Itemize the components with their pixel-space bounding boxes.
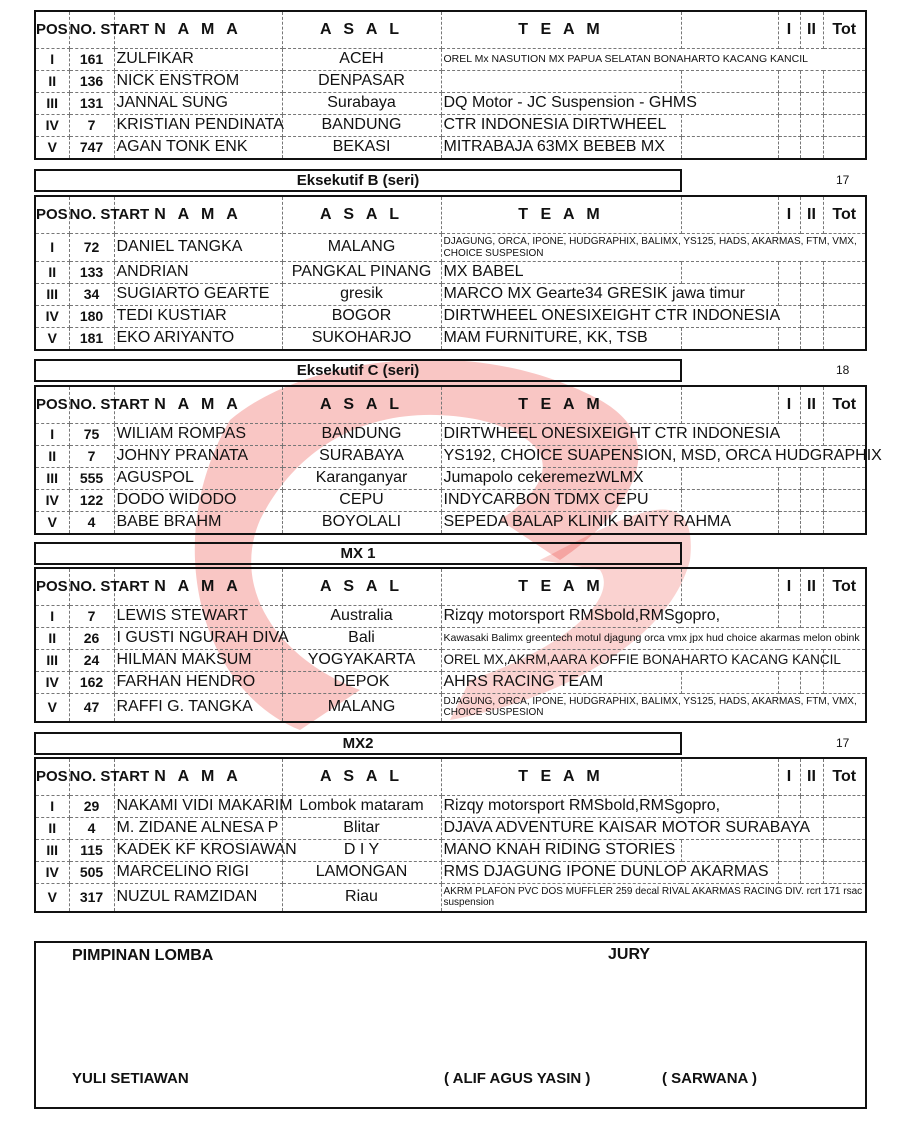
cell-team: Jumapolo cekeremezWLMX bbox=[441, 468, 681, 490]
cell-asal: SUKOHARJO bbox=[282, 328, 441, 351]
table-row bbox=[35, 512, 866, 535]
cell-total bbox=[823, 328, 866, 351]
cell-no: 34 bbox=[69, 284, 114, 306]
cell-score-2 bbox=[800, 115, 823, 137]
cell-team: DQ Motor - JC Suspension - GHMS bbox=[441, 93, 778, 115]
header-nama: N A M A bbox=[114, 568, 282, 606]
cell-no: 75 bbox=[69, 424, 114, 446]
cell-total bbox=[823, 818, 866, 840]
cell-pos: V bbox=[35, 884, 69, 912]
header-team: T E A M bbox=[441, 196, 681, 234]
cell-team: DJAGUNG, ORCA, IPONE, HUDGRAPHIX, BALIMX, YS125, HADS, AKARMAS, FTM, VMX, CHOICE SUSPESION bbox=[441, 694, 866, 722]
cell-team: MARCO MX Gearte34 GRESIK jawa timur bbox=[441, 284, 778, 306]
cell-asal: Surabaya bbox=[282, 93, 441, 115]
cell-nama: MARCELINO RIGI bbox=[114, 862, 282, 884]
cell-team: MX BABEL bbox=[441, 262, 681, 284]
cell-asal: BOGOR bbox=[282, 306, 441, 328]
header-no: NO. START bbox=[69, 568, 114, 606]
header-r2: II bbox=[800, 568, 823, 606]
cell-score-1 bbox=[778, 796, 800, 818]
cell-blank bbox=[681, 468, 778, 490]
header-row bbox=[35, 11, 866, 49]
header-r2: II bbox=[800, 196, 823, 234]
header-no: NO. START bbox=[69, 11, 114, 49]
table-row bbox=[35, 93, 866, 115]
cell-team: AKRM PLAFON PVC DOS MUFFLER 259 decal RIVAL AKARMAS RACING DIV. rcrt 171 rsac suspension bbox=[441, 884, 866, 912]
header-asal: A S A L bbox=[282, 568, 441, 606]
header-row bbox=[35, 568, 866, 606]
cell-blank bbox=[681, 137, 778, 160]
header-tot: Tot bbox=[823, 11, 866, 49]
cell-team: MITRABAJA 63MX BEBEB MX bbox=[441, 137, 681, 160]
cell-asal: Bali bbox=[282, 628, 441, 650]
cell-pos: II bbox=[35, 71, 69, 93]
table-row bbox=[35, 234, 866, 262]
cell-score-1 bbox=[778, 93, 800, 115]
cell-asal: PANGKAL PINANG bbox=[282, 262, 441, 284]
header-team: T E A M bbox=[441, 386, 681, 424]
header-tot: Tot bbox=[823, 568, 866, 606]
cell-pos: V bbox=[35, 328, 69, 351]
cell-no: 180 bbox=[69, 306, 114, 328]
cell-team: MANO KNAH RIDING STORIES bbox=[441, 840, 681, 862]
table-row bbox=[35, 796, 866, 818]
cell-no: 133 bbox=[69, 262, 114, 284]
header-pos: POS bbox=[35, 196, 69, 234]
cell-asal: MALANG bbox=[282, 234, 441, 262]
header-r1: I bbox=[778, 196, 800, 234]
header-nama: N A M A bbox=[114, 11, 282, 49]
cell-nama: I GUSTI NGURAH DIVA bbox=[114, 628, 282, 650]
cell-asal: SURABAYA bbox=[282, 446, 441, 468]
cell-no: 47 bbox=[69, 694, 114, 722]
cell-asal: DENPASAR bbox=[282, 71, 441, 93]
cell-score-2 bbox=[800, 796, 823, 818]
header-blank bbox=[681, 758, 778, 796]
cell-total bbox=[823, 424, 866, 446]
header-team: T E A M bbox=[441, 568, 681, 606]
cell-no: 181 bbox=[69, 328, 114, 351]
cell-score-2 bbox=[800, 512, 823, 535]
cell-total bbox=[823, 672, 866, 694]
cell-nama: TEDI KUSTIAR bbox=[114, 306, 282, 328]
cell-team: OREL MX,AKRM,AARA KOFFIE BONAHARTO KACANG KANCIL bbox=[441, 650, 823, 672]
results-table bbox=[34, 195, 867, 351]
cell-score-2 bbox=[800, 262, 823, 284]
cell-nama: RAFFI G. TANGKA bbox=[114, 694, 282, 722]
jury-name-1: ( ALIF AGUS YASIN ) bbox=[444, 1070, 591, 1087]
header-r2: II bbox=[800, 11, 823, 49]
header-blank bbox=[681, 11, 778, 49]
table-row bbox=[35, 694, 866, 722]
results-table bbox=[34, 567, 867, 723]
cell-nama: EKO ARIYANTO bbox=[114, 328, 282, 351]
cell-nama: SUGIARTO GEARTE bbox=[114, 284, 282, 306]
cell-score-1 bbox=[778, 262, 800, 284]
header-tot: Tot bbox=[823, 386, 866, 424]
header-r1: I bbox=[778, 758, 800, 796]
cell-blank bbox=[681, 490, 778, 512]
cell-asal: BEKASI bbox=[282, 137, 441, 160]
cell-nama: ZULFIKAR bbox=[114, 49, 282, 71]
table-row bbox=[35, 137, 866, 160]
cell-blank bbox=[681, 262, 778, 284]
cell-total bbox=[823, 284, 866, 306]
cell-no: 136 bbox=[69, 71, 114, 93]
cell-nama: WILIAM ROMPAS bbox=[114, 424, 282, 446]
cell-nama: HILMAN MAKSUM bbox=[114, 650, 282, 672]
table-row bbox=[35, 115, 866, 137]
cell-asal: MALANG bbox=[282, 694, 441, 722]
cell-pos: I bbox=[35, 796, 69, 818]
cell-nama: FARHAN HENDRO bbox=[114, 672, 282, 694]
cell-pos: IV bbox=[35, 672, 69, 694]
cell-asal: D I Y bbox=[282, 840, 441, 862]
cell-score-2 bbox=[800, 71, 823, 93]
cell-no: 4 bbox=[69, 512, 114, 535]
table-row bbox=[35, 284, 866, 306]
pimpinan-name: YULI SETIAWAN bbox=[72, 1070, 189, 1087]
table-row bbox=[35, 818, 866, 840]
cell-nama: KADEK KF KROSIAWAN bbox=[114, 840, 282, 862]
cell-asal: YOGYAKARTA bbox=[282, 650, 441, 672]
results-table bbox=[34, 10, 867, 160]
cell-pos: II bbox=[35, 262, 69, 284]
header-blank bbox=[681, 568, 778, 606]
table-row bbox=[35, 606, 866, 628]
cell-score-2 bbox=[800, 468, 823, 490]
cell-asal: Blitar bbox=[282, 818, 441, 840]
cell-nama: BABE BRAHM bbox=[114, 512, 282, 535]
cell-nama: M. ZIDANE ALNESA P bbox=[114, 818, 282, 840]
table-row bbox=[35, 328, 866, 351]
cell-no: 122 bbox=[69, 490, 114, 512]
header-no: NO. START bbox=[69, 196, 114, 234]
participant-count: 17 bbox=[836, 736, 850, 750]
cell-score-2 bbox=[800, 862, 823, 884]
jury-name-2: ( SARWANA ) bbox=[662, 1070, 757, 1087]
table-row bbox=[35, 490, 866, 512]
cell-score-2 bbox=[800, 284, 823, 306]
cell-pos: I bbox=[35, 606, 69, 628]
cell-pos: V bbox=[35, 694, 69, 722]
cell-team: Rizqy motorsport RMSbold,RMSgopro, bbox=[441, 606, 778, 628]
cell-score-2 bbox=[800, 306, 823, 328]
cell-no: 131 bbox=[69, 93, 114, 115]
cell-pos: II bbox=[35, 446, 69, 468]
cell-asal: Riau bbox=[282, 884, 441, 912]
cell-pos: II bbox=[35, 818, 69, 840]
cell-pos: V bbox=[35, 137, 69, 160]
header-pos: POS bbox=[35, 568, 69, 606]
table-row bbox=[35, 672, 866, 694]
cell-no: 555 bbox=[69, 468, 114, 490]
cell-score-1 bbox=[778, 468, 800, 490]
cell-total bbox=[823, 262, 866, 284]
cell-total bbox=[823, 306, 866, 328]
cell-score-1 bbox=[778, 606, 800, 628]
cell-nama: NICK ENSTROM bbox=[114, 71, 282, 93]
cell-nama: DANIEL TANGKA bbox=[114, 234, 282, 262]
cell-total bbox=[823, 490, 866, 512]
cell-score-2 bbox=[800, 93, 823, 115]
cell-team: YS192, CHOICE SUAPENSION, MSD, ORCA HUDGRAPHIX bbox=[441, 446, 866, 468]
cell-nama: JOHNY PRANATA bbox=[114, 446, 282, 468]
cell-no: 162 bbox=[69, 672, 114, 694]
cell-total bbox=[823, 606, 866, 628]
cell-score-2 bbox=[800, 328, 823, 351]
cell-asal: LAMONGAN bbox=[282, 862, 441, 884]
cell-blank bbox=[681, 672, 778, 694]
section-title: Eksekutif C (seri) bbox=[34, 359, 682, 382]
header-r2: II bbox=[800, 386, 823, 424]
cell-team: DJAGUNG, ORCA, IPONE, HUDGRAPHIX, BALIMX, YS125, HADS, AKARMAS, FTM, VMX, CHOICE SUSPESION bbox=[441, 234, 866, 262]
header-r2: II bbox=[800, 758, 823, 796]
cell-no: 115 bbox=[69, 840, 114, 862]
header-r1: I bbox=[778, 11, 800, 49]
cell-nama: NUZUL RAMZIDAN bbox=[114, 884, 282, 912]
header-pos: POS bbox=[35, 11, 69, 49]
cell-asal: Australia bbox=[282, 606, 441, 628]
header-asal: A S A L bbox=[282, 386, 441, 424]
cell-pos: III bbox=[35, 93, 69, 115]
header-asal: A S A L bbox=[282, 196, 441, 234]
cell-asal: ACEH bbox=[282, 49, 441, 71]
cell-score-2 bbox=[800, 424, 823, 446]
section-title: MX 1 bbox=[34, 542, 682, 565]
cell-score-1 bbox=[778, 328, 800, 351]
cell-asal: gresik bbox=[282, 284, 441, 306]
cell-asal: BANDUNG bbox=[282, 115, 441, 137]
header-nama: N A M A bbox=[114, 758, 282, 796]
cell-score-1 bbox=[778, 862, 800, 884]
cell-blank bbox=[681, 71, 778, 93]
header-asal: A S A L bbox=[282, 11, 441, 49]
cell-asal: Karanganyar bbox=[282, 468, 441, 490]
cell-pos: IV bbox=[35, 306, 69, 328]
cell-blank bbox=[681, 328, 778, 351]
table-row bbox=[35, 71, 866, 93]
header-nama: N A M A bbox=[114, 386, 282, 424]
header-team: T E A M bbox=[441, 758, 681, 796]
header-row bbox=[35, 758, 866, 796]
table-row bbox=[35, 650, 866, 672]
cell-score-2 bbox=[800, 840, 823, 862]
cell-total bbox=[823, 71, 866, 93]
pimpinan-label: PIMPINAN LOMBA bbox=[72, 947, 214, 964]
header-no: NO. START bbox=[69, 386, 114, 424]
cell-pos: III bbox=[35, 284, 69, 306]
cell-no: 161 bbox=[69, 49, 114, 71]
cell-team: SEPEDA BALAP KLINIK BAITY RAHMA bbox=[441, 512, 778, 535]
cell-asal: BANDUNG bbox=[282, 424, 441, 446]
cell-pos: II bbox=[35, 628, 69, 650]
table-row bbox=[35, 306, 866, 328]
cell-total bbox=[823, 840, 866, 862]
cell-team: DIRTWHEEL ONESIXEIGHT CTR INDONESIA bbox=[441, 306, 800, 328]
cell-no: 24 bbox=[69, 650, 114, 672]
cell-score-1 bbox=[778, 672, 800, 694]
table-row bbox=[35, 446, 866, 468]
results-table bbox=[34, 757, 867, 913]
header-r1: I bbox=[778, 386, 800, 424]
cell-score-1 bbox=[778, 71, 800, 93]
cell-total bbox=[823, 115, 866, 137]
signature-box bbox=[34, 941, 867, 1109]
table-row bbox=[35, 884, 866, 912]
section-title: MX2 bbox=[34, 732, 682, 755]
cell-no: 7 bbox=[69, 606, 114, 628]
cell-score-1 bbox=[778, 512, 800, 535]
cell-no: 7 bbox=[69, 115, 114, 137]
cell-total bbox=[823, 137, 866, 160]
cell-no: 505 bbox=[69, 862, 114, 884]
cell-blank bbox=[681, 840, 778, 862]
cell-pos: I bbox=[35, 234, 69, 262]
cell-team: MAM FURNITURE, KK, TSB bbox=[441, 328, 681, 351]
cell-total bbox=[823, 468, 866, 490]
cell-score-1 bbox=[778, 840, 800, 862]
cell-team: Kawasaki Balimx greentech motul djagung orca vmx jpx hud choice akarmas melon obink bbox=[441, 628, 866, 650]
cell-team: AHRS RACING TEAM bbox=[441, 672, 681, 694]
header-pos: POS bbox=[35, 386, 69, 424]
cell-no: 29 bbox=[69, 796, 114, 818]
cell-total bbox=[823, 862, 866, 884]
cell-score-1 bbox=[778, 115, 800, 137]
header-asal: A S A L bbox=[282, 758, 441, 796]
cell-asal: Lombok mataram bbox=[282, 796, 441, 818]
cell-pos: III bbox=[35, 840, 69, 862]
cell-no: 4 bbox=[69, 818, 114, 840]
cell-team: DJAVA ADVENTURE KAISAR MOTOR SURABAYA bbox=[441, 818, 823, 840]
cell-blank bbox=[681, 115, 778, 137]
cell-nama: NAKAMI VIDI MAKARIM bbox=[114, 796, 282, 818]
cell-total bbox=[823, 796, 866, 818]
cell-team bbox=[441, 71, 681, 93]
cell-score-2 bbox=[800, 672, 823, 694]
participant-count: 18 bbox=[836, 363, 850, 377]
header-team: T E A M bbox=[441, 11, 681, 49]
cell-asal: BOYOLALI bbox=[282, 512, 441, 535]
header-row bbox=[35, 386, 866, 424]
cell-score-1 bbox=[778, 137, 800, 160]
cell-score-2 bbox=[800, 490, 823, 512]
header-tot: Tot bbox=[823, 758, 866, 796]
cell-total bbox=[823, 512, 866, 535]
cell-asal: CEPU bbox=[282, 490, 441, 512]
cell-total bbox=[823, 93, 866, 115]
cell-asal: DEPOK bbox=[282, 672, 441, 694]
table-row bbox=[35, 628, 866, 650]
cell-nama: JANNAL SUNG bbox=[114, 93, 282, 115]
table-row bbox=[35, 840, 866, 862]
cell-team: OREL Mx NASUTION MX PAPUA SELATAN BONAHARTO KACANG KANCIL bbox=[441, 49, 866, 71]
cell-pos: IV bbox=[35, 490, 69, 512]
cell-team: Rizqy motorsport RMSbold,RMSgopro, bbox=[441, 796, 778, 818]
participant-count: 17 bbox=[836, 173, 850, 187]
cell-no: 26 bbox=[69, 628, 114, 650]
header-tot: Tot bbox=[823, 196, 866, 234]
cell-score-2 bbox=[800, 137, 823, 160]
cell-no: 317 bbox=[69, 884, 114, 912]
cell-no: 747 bbox=[69, 137, 114, 160]
header-r1: I bbox=[778, 568, 800, 606]
cell-nama: LEWIS STEWART bbox=[114, 606, 282, 628]
header-blank bbox=[681, 196, 778, 234]
table-row bbox=[35, 262, 866, 284]
cell-team: INDYCARBON TDMX CEPU bbox=[441, 490, 681, 512]
table-row bbox=[35, 49, 866, 71]
cell-nama: KRISTIAN PENDINATA bbox=[114, 115, 282, 137]
table-row bbox=[35, 424, 866, 446]
cell-score-1 bbox=[778, 284, 800, 306]
cell-nama: AGUSPOL bbox=[114, 468, 282, 490]
cell-pos: I bbox=[35, 424, 69, 446]
cell-nama: DODO WIDODO bbox=[114, 490, 282, 512]
section-title: Eksekutif B (seri) bbox=[34, 169, 682, 192]
cell-nama: AGAN TONK ENK bbox=[114, 137, 282, 160]
cell-score-2 bbox=[800, 606, 823, 628]
cell-nama: ANDRIAN bbox=[114, 262, 282, 284]
cell-team: CTR INDONESIA DIRTWHEEL bbox=[441, 115, 681, 137]
cell-no: 72 bbox=[69, 234, 114, 262]
header-pos: POS bbox=[35, 758, 69, 796]
cell-pos: I bbox=[35, 49, 69, 71]
jury-label: JURY bbox=[608, 946, 651, 963]
header-row bbox=[35, 196, 866, 234]
results-table bbox=[34, 385, 882, 535]
cell-team: RMS DJAGUNG IPONE DUNLOP AKARMAS bbox=[441, 862, 778, 884]
cell-pos: III bbox=[35, 468, 69, 490]
cell-score-1 bbox=[778, 490, 800, 512]
table-row bbox=[35, 468, 866, 490]
header-no: NO. START bbox=[69, 758, 114, 796]
cell-pos: IV bbox=[35, 862, 69, 884]
cell-no: 7 bbox=[69, 446, 114, 468]
table-row bbox=[35, 862, 866, 884]
header-nama: N A M A bbox=[114, 196, 282, 234]
header-blank bbox=[681, 386, 778, 424]
cell-team: DIRTWHEEL ONESIXEIGHT CTR INDONESIA bbox=[441, 424, 800, 446]
cell-pos: III bbox=[35, 650, 69, 672]
cell-pos: IV bbox=[35, 115, 69, 137]
cell-pos: V bbox=[35, 512, 69, 535]
